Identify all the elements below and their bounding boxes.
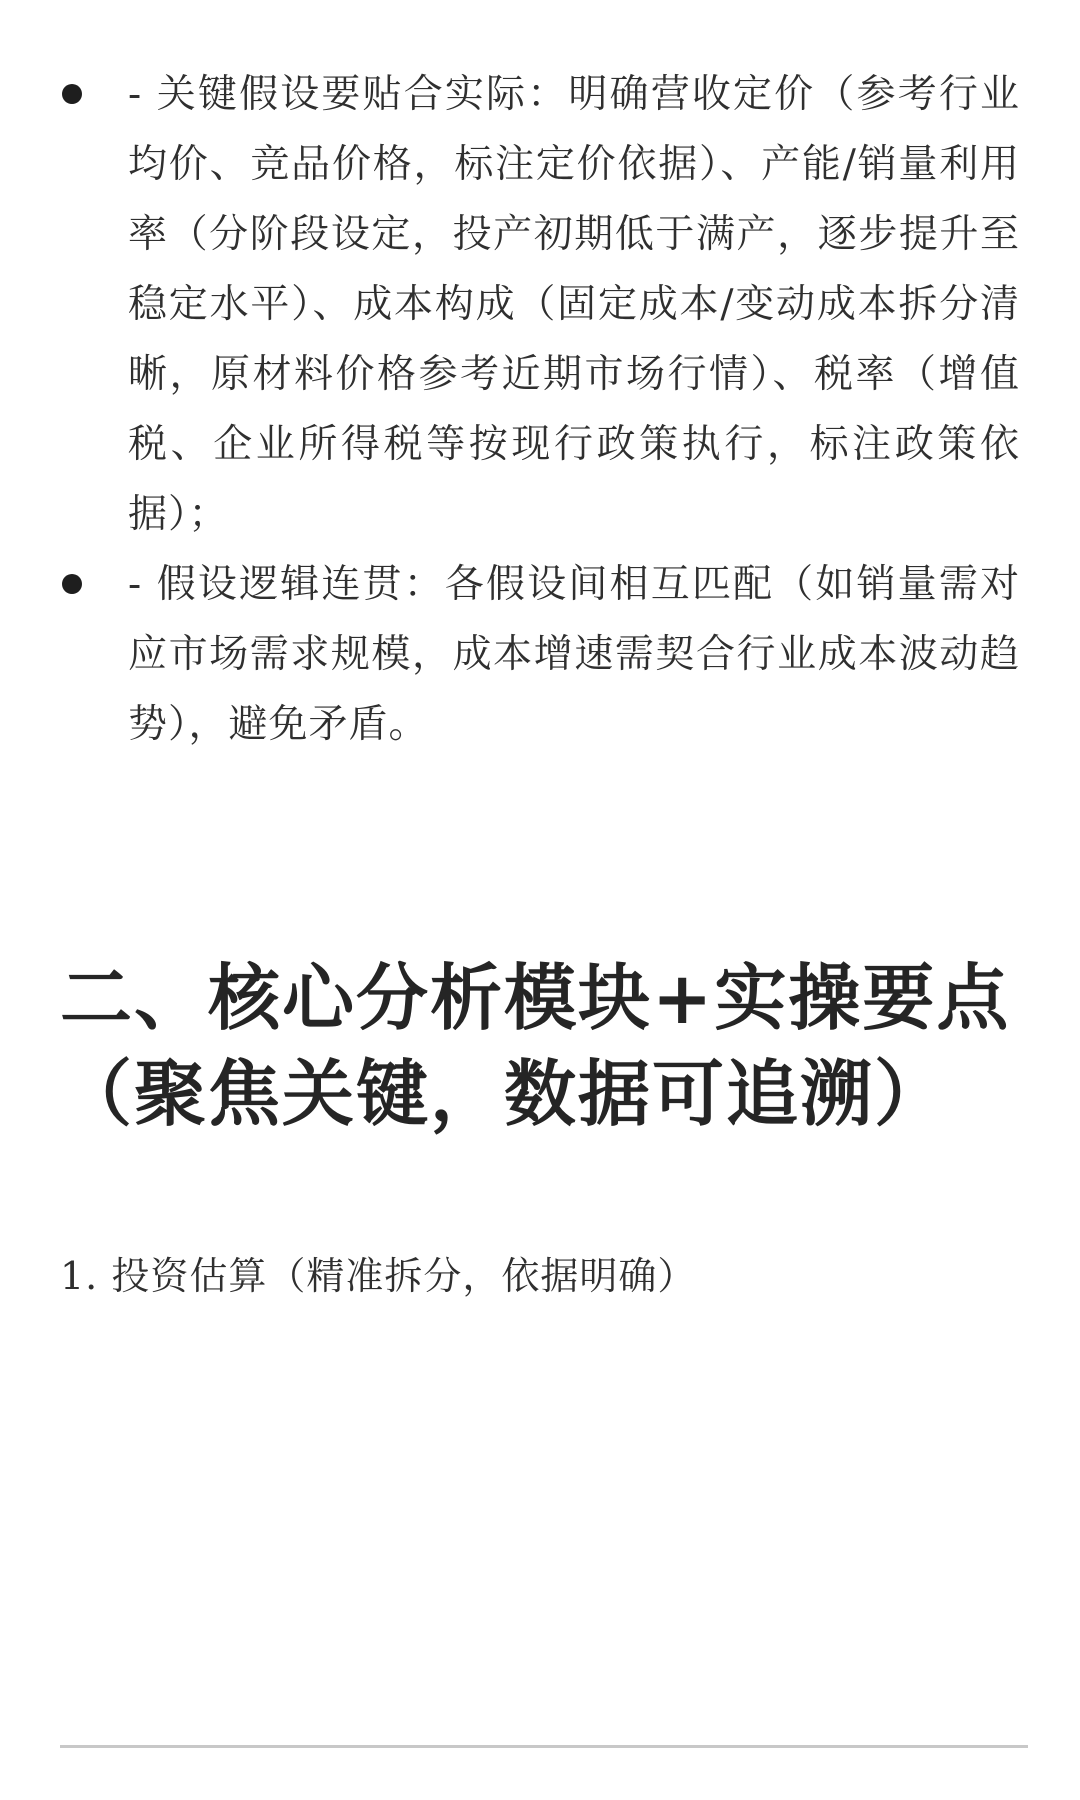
bullet-item-logic-coherence	[60, 550, 1020, 760]
bottom-divider	[60, 1745, 1028, 1748]
section-heading: 二、核心分析模块+实操要点（聚焦关键，数据可追溯）	[60, 955, 1011, 1136]
bullet-dot-icon	[62, 574, 82, 594]
subsection-heading: 1. 投资估算（精准拆分，依据明确）	[60, 1254, 697, 1298]
bullet-text: - 假设逻辑连贯：各假设间相互匹配（如销量需对应市场需求规模，成本增速需契合行业成本波动趋势），避免矛盾。	[128, 562, 1020, 747]
bullet-item-key-assumptions	[60, 60, 1020, 550]
bullet-dot-icon	[62, 84, 82, 104]
assumption-bullet-list	[60, 60, 1020, 760]
bullet-text: - 关键假设要贴合实际：明确营收定价（参考行业均价、竞品价格，标注定价依据）、产能/销量利用率（分阶段设定，投产初期低于满产，逐步提升至稳定水平）、成本构成（固定成本/变动成本拆分清晰，原材料价格参考近期市场行情）、税率（增值税、企业所得税等按现行政策执行，标注政策依据）；	[128, 72, 1020, 537]
